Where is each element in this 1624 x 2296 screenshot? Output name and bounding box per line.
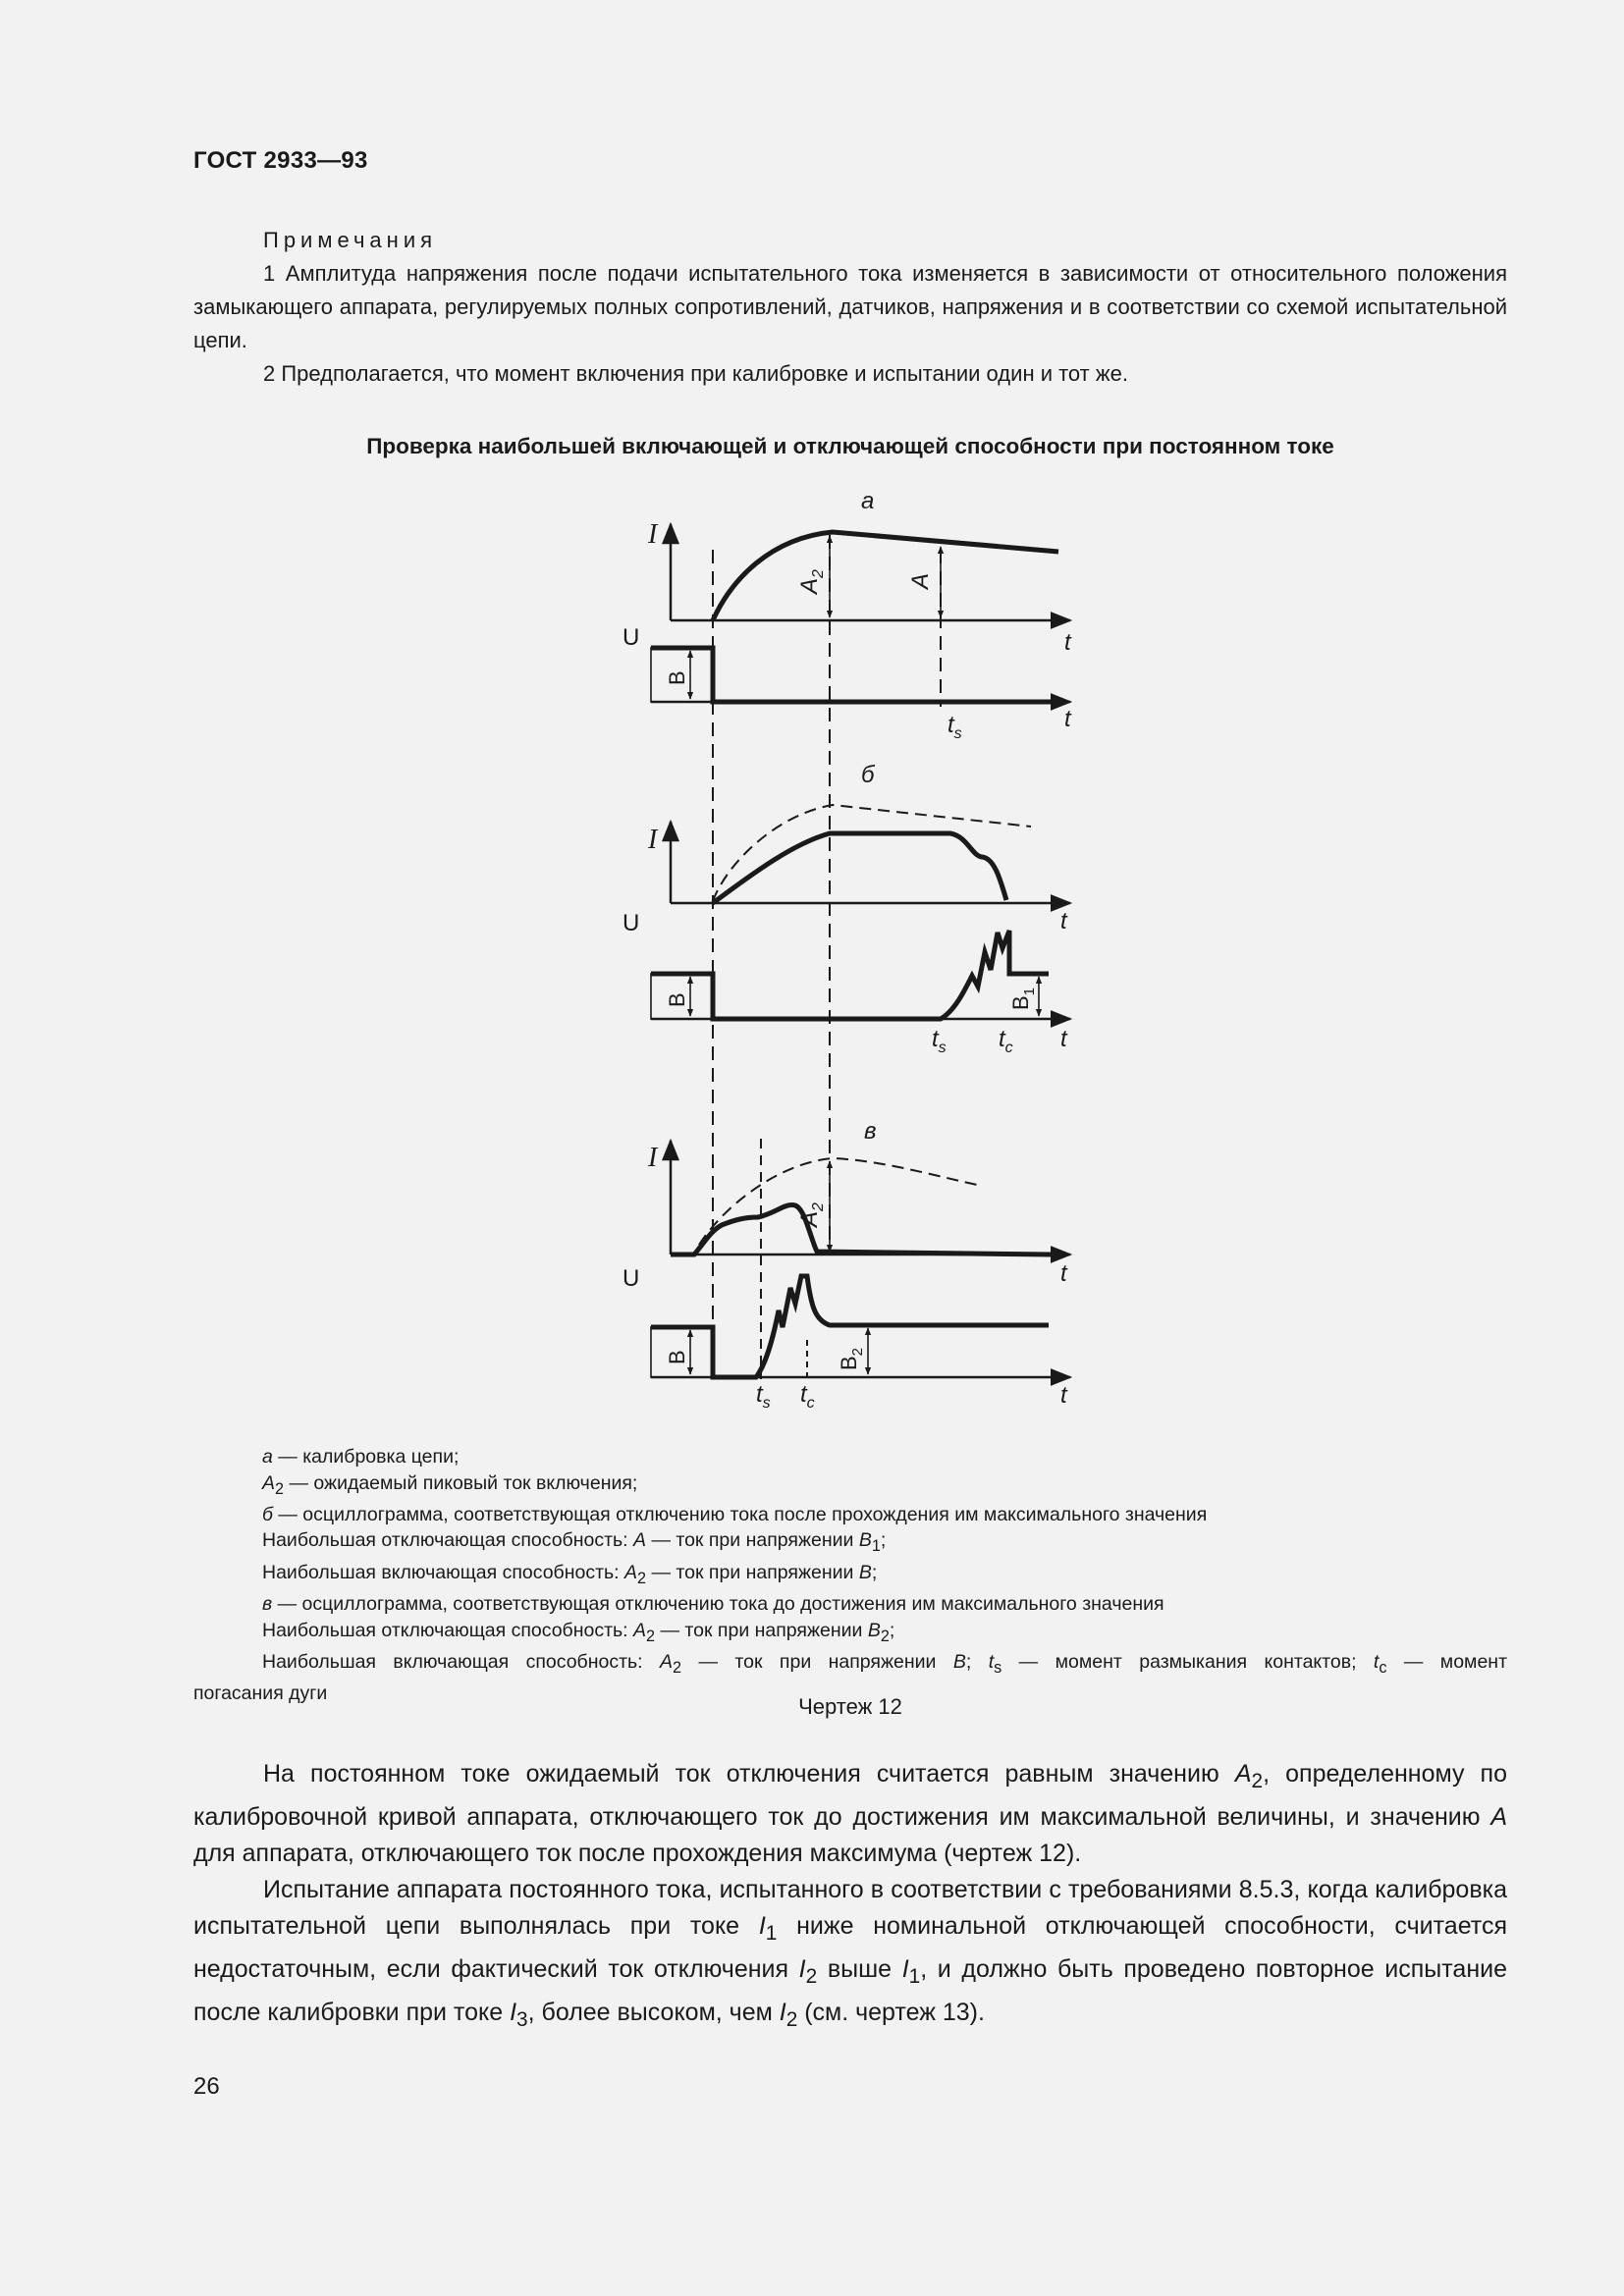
panel-label-c: в — [864, 1118, 877, 1145]
legend-line-4: Наибольшая отключающая способность: A — ток при напряжении $B_1$; — [262, 1529, 887, 1556]
note-1: 1 Амплитуда напряжения после подачи испытательного тока изменяется в зависимости от относительного положения замыкающего аппарата, регулируемых полных сопротивлений, датчиков, напряжения и в соответствии со схемой испытательной цепи. — [193, 261, 1507, 352]
legend-line-6: в — осциллограмма, соответствующая отключению тока до достижения им максимального значения — [262, 1593, 1164, 1616]
axis-label-t-a1: t — [1064, 629, 1071, 656]
panel-label-b: б — [861, 762, 875, 788]
label-ts-c: $t_s$ — [756, 1381, 771, 1412]
legend-line-2: $A_2$ — ожидаемый пиковый ток включения; — [262, 1471, 638, 1498]
body-text — [193, 1756, 1507, 2038]
axis-label-t-c1: t — [1060, 1260, 1067, 1287]
axis-label-t-b1: t — [1060, 908, 1067, 934]
label-b1-b: $B_1$ — [1008, 987, 1038, 1010]
paragraph-2: Испытание аппарата постоянного тока, испытанного в соответствии с требованиями 8.5.3, когда калибровка испытательной цепи выполнялась при токе $I_1$ ниже номинальной отключающей способности, считается недостаточным, если фактический ток отключения $I_2$ выше $I_1$, и должно быть проведено повторное испытание после калибровки при токе $I_3$, более высоком, чем $I_2$ (см. чертеж 13). — [193, 1876, 1507, 2031]
legend-line-1: а — калибровка цепи; — [262, 1446, 460, 1468]
axis-label-u-b: U — [623, 910, 640, 936]
note-2: 2 Предполагается, что момент включения при калибровке и испытании один и тот же. — [263, 361, 1128, 386]
axis-label-u-c: U — [623, 1265, 640, 1292]
current-curve-b — [713, 833, 1006, 903]
axis-label-i-c: I — [648, 1143, 658, 1173]
notes-section — [193, 224, 1507, 391]
label-a2-c: $A_2$ — [796, 1202, 827, 1227]
label-a-a: A — [907, 572, 934, 589]
legend-line-9: погасания дуги — [193, 1682, 328, 1705]
document-header: ГОСТ 2933—93 — [193, 147, 368, 174]
label-b-c: B — [665, 1350, 689, 1364]
label-b2-c: $B_2$ — [837, 1347, 866, 1370]
legend-line-8: Наибольшая включающая способность: $A_2$ — ток при напряжении B; $t_s$ — момент размыкания контактов; $t_c$ — момент — [262, 1651, 1508, 1677]
axis-label-t-b2: t — [1060, 1026, 1067, 1052]
panel-label-a: а — [861, 488, 875, 514]
label-tc-c: $t_c$ — [800, 1381, 815, 1412]
label-ts-b: $t_s$ — [932, 1026, 947, 1056]
prospective-curve-b — [713, 805, 1031, 901]
label-ts-a: $t_s$ — [947, 712, 962, 742]
oscillogram-figure — [0, 471, 1624, 1453]
axis-label-t-c2: t — [1060, 1382, 1067, 1409]
legend-line-5: Наибольшая включающая способность: $A_2$ — ток при напряжении B; — [262, 1561, 878, 1587]
notes-title: Примечания — [263, 228, 438, 252]
label-b-a: B — [665, 670, 689, 685]
label-a2-a: $A_2$ — [796, 569, 827, 594]
figure-caption: Чертеж 12 — [798, 1694, 902, 1719]
legend-line-7: Наибольшая отключающая способность: $A_2$ — ток при напряжении $B_2$; — [262, 1619, 895, 1645]
legend-line-3: б — осциллограмма, соответствующая отключению тока после прохождения им максимального значения — [262, 1503, 1208, 1525]
paragraph-1: На постоянном токе ожидаемый ток отключения считается равным значению $A_2$, определенному по калибровочной кривой аппарата, отключающего ток до достижения им максимальной величины, и значению A для аппарата, отключающего ток после прохождения максимума (чертеж 12). — [193, 1760, 1507, 1867]
axis-label-u-a: U — [623, 624, 640, 651]
page-number: 26 — [193, 2073, 220, 2100]
voltage-curve-b — [651, 931, 1049, 1019]
prospective-curve-c — [699, 1158, 982, 1245]
axis-label-t-a2: t — [1064, 706, 1071, 732]
label-b-b: B — [665, 992, 689, 1007]
figure-legend — [193, 1444, 1508, 1707]
axis-label-i-b: I — [648, 825, 658, 855]
voltage-curve-a — [651, 648, 1051, 702]
current-curve-c — [671, 1204, 1051, 1255]
current-curve-a — [713, 532, 1058, 620]
label-tc-b: $t_c$ — [999, 1026, 1013, 1056]
axis-label-i-a: I — [648, 519, 658, 550]
figure-title: Проверка наибольшей включающей и отключающей способности при постоянном токе — [366, 434, 1334, 458]
